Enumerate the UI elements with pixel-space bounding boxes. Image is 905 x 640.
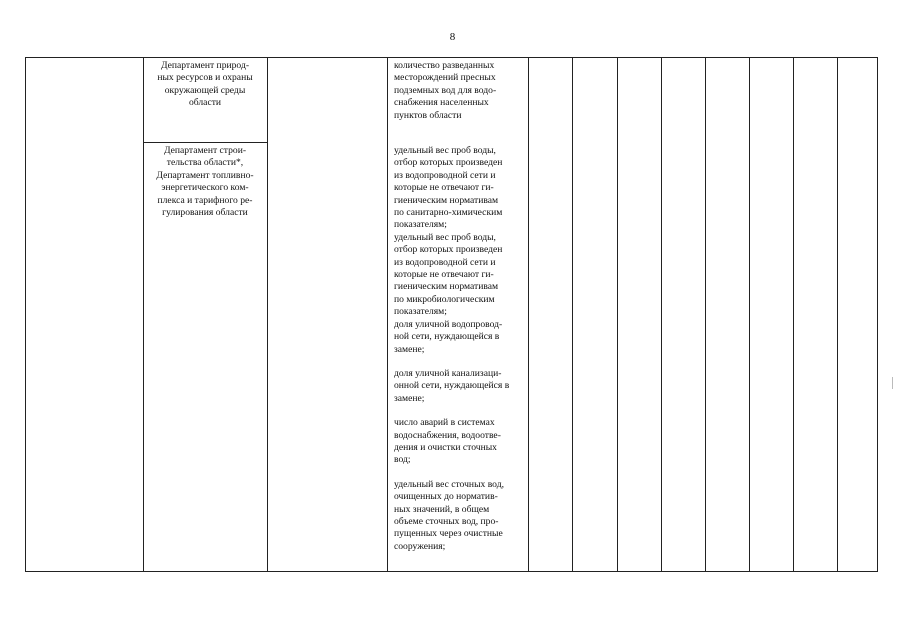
indicator-line: которые не отвечают ги- bbox=[394, 182, 494, 194]
indicator-line: ной сети, нуждающейся в bbox=[394, 331, 500, 343]
indicator-line: которые не отвечают ги- bbox=[394, 269, 494, 281]
indicator-line: объеме сточных вод, про- bbox=[394, 515, 499, 527]
indicator-block bbox=[394, 145, 526, 356]
indicator-line: онной сети, нуждающейся в bbox=[394, 380, 510, 392]
row-divider bbox=[143, 142, 267, 143]
indicator-line: удельный вес проб воды, bbox=[394, 231, 496, 243]
department-line: энергетического ком- bbox=[161, 182, 249, 194]
indicator-line: подземных вод для водо- bbox=[394, 84, 497, 96]
indicator-line: из водопроводной сети и bbox=[394, 256, 496, 268]
department-line: ных ресурсов и охраны bbox=[157, 72, 253, 84]
indicator-line: пунктов области bbox=[394, 109, 462, 121]
indicator-line: удельный вес проб воды, bbox=[394, 145, 496, 156]
indicator-line: снабжения населенных bbox=[394, 97, 489, 109]
column-divider bbox=[528, 58, 529, 571]
indicator-line: очищенных до норматив- bbox=[394, 491, 498, 503]
indicator-line: водоснабжения, водоотве- bbox=[394, 429, 501, 441]
column-divider bbox=[793, 58, 794, 571]
column-divider bbox=[387, 58, 388, 571]
column-divider bbox=[617, 58, 618, 571]
indicator-line: количество разведанных bbox=[394, 60, 495, 71]
indicator-block bbox=[394, 417, 526, 467]
indicator-cell-2 bbox=[394, 145, 526, 553]
indicator-line: отбор которых произведен bbox=[394, 157, 503, 169]
department-cell-2 bbox=[146, 145, 264, 219]
indicator-line: месторождений пресных bbox=[394, 72, 496, 84]
indicator-line: дения и очистки сточных bbox=[394, 441, 497, 453]
indicator-block bbox=[394, 479, 526, 553]
indicator-line: доля уличной канализаци- bbox=[394, 367, 502, 379]
department-cell-1 bbox=[146, 60, 264, 110]
indicator-line: отбор которых произведен bbox=[394, 244, 503, 256]
block-spacer bbox=[394, 467, 526, 479]
indicator-line: гиеническим нормативам bbox=[394, 194, 499, 206]
department-line: плекса и тарифного ре- bbox=[157, 194, 253, 206]
department-line: области bbox=[188, 97, 222, 109]
indicator-line: пущенных через очистные bbox=[394, 528, 503, 540]
column-divider bbox=[572, 58, 573, 571]
indicator-line: по микробиологическим bbox=[394, 293, 495, 305]
indicator-line: число аварий в системах bbox=[394, 417, 495, 429]
indicator-line: гиеническим нормативам bbox=[394, 281, 499, 293]
block-spacer bbox=[394, 356, 526, 368]
column-divider bbox=[267, 58, 268, 571]
indicator-line: показателям; bbox=[394, 306, 447, 318]
indicator-line: вод; bbox=[394, 454, 411, 466]
column-divider bbox=[705, 58, 706, 571]
column-divider bbox=[661, 58, 662, 571]
indicator-block bbox=[394, 368, 526, 405]
indicator-line: замене; bbox=[394, 392, 425, 404]
data-table bbox=[25, 57, 878, 572]
scan-mark bbox=[892, 377, 893, 389]
indicator-line: удельный вес сточных вод, bbox=[394, 478, 504, 490]
department-line: окружающей среды bbox=[164, 84, 246, 96]
column-divider bbox=[837, 58, 838, 571]
department-line: Департамент природ- bbox=[160, 60, 250, 71]
department-line: Департамент топливно- bbox=[156, 169, 254, 181]
indicator-line: ных значений, в общем bbox=[394, 503, 490, 515]
department-line: тельства области*, bbox=[166, 157, 244, 169]
indicator-line: доля уличной водопровод- bbox=[394, 318, 503, 330]
column-divider bbox=[143, 58, 144, 571]
indicator-line: сооружения; bbox=[394, 540, 446, 552]
page-number: 8 bbox=[449, 31, 456, 43]
indicator-line: замене; bbox=[394, 343, 425, 355]
indicator-line: по санитарно-химическим bbox=[394, 207, 503, 219]
block-spacer bbox=[394, 405, 526, 417]
department-line: гулирования области bbox=[162, 207, 248, 219]
indicator-line: показателям; bbox=[394, 219, 447, 231]
indicator-cell-1 bbox=[394, 60, 526, 122]
department-line: Департамент строи- bbox=[163, 145, 247, 156]
column-divider bbox=[749, 58, 750, 571]
indicator-line: из водопроводной сети и bbox=[394, 169, 496, 181]
